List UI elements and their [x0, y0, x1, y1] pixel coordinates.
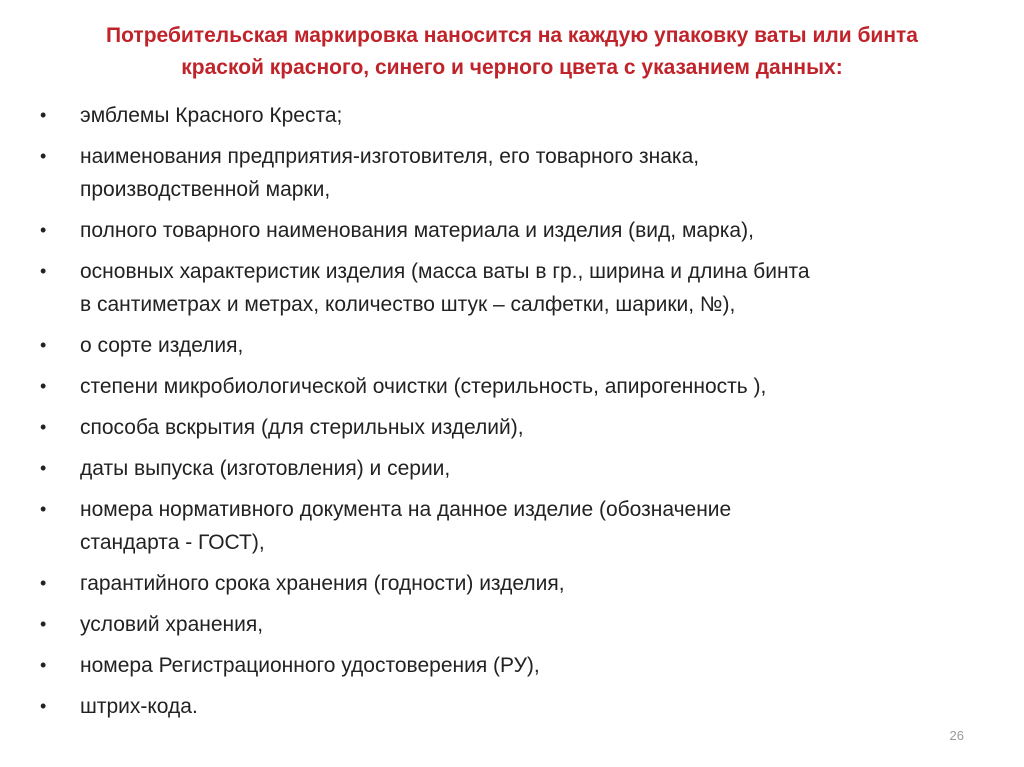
bullet-icon: •	[40, 146, 47, 166]
list-item	[36, 255, 996, 321]
list-item-text-continued: стандарта - ГОСТ),	[80, 531, 265, 554]
list-item-text: о сорте изделия,	[80, 334, 244, 357]
list-item	[36, 452, 996, 485]
list-item-text: эмблемы Красного Креста;	[80, 104, 343, 127]
list-item	[36, 140, 996, 206]
list-item-text: номера Регистрационного удостоверения (РУ),	[80, 654, 540, 677]
list-item-text: степени микробиологической очистки (стерильность, апирогенность ),	[80, 375, 767, 398]
list-item	[36, 411, 996, 444]
slide-title	[20, 20, 1004, 84]
list-item-text-continued: производственной марки,	[80, 178, 331, 201]
list-item	[36, 329, 996, 362]
list-item-text: способа вскрытия (для стерильных изделий),	[80, 416, 524, 439]
bullet-icon: •	[40, 696, 47, 716]
slide-title-line-1: Потребительская маркировка наносится на каждую упаковку ваты или бинта	[106, 24, 918, 47]
list-item	[36, 370, 996, 403]
bullet-icon: •	[40, 105, 47, 125]
bullet-icon: •	[40, 573, 47, 593]
bullet-icon: •	[40, 499, 47, 519]
list-item	[36, 690, 996, 723]
list-item-text: гарантийного срока хранения (годности) изделия,	[80, 572, 565, 595]
list-item	[36, 493, 996, 559]
list-item-text: номера нормативного документа на данное изделие (обозначение	[80, 498, 732, 521]
bullet-icon: •	[40, 376, 47, 396]
list-item-text: условий хранения,	[80, 613, 264, 636]
list-item	[36, 99, 996, 132]
list-item-text-continued: в сантиметрах и метрах, количество штук – салфетки, шарики, №),	[80, 293, 736, 316]
bullet-icon: •	[40, 458, 47, 478]
list-item-text: даты выпуска (изготовления) и серии,	[80, 457, 451, 480]
list-item-text: основных характеристик изделия (масса ваты в гр., ширина и длина бинта	[80, 260, 810, 283]
list-item	[36, 214, 996, 247]
bullet-list	[36, 99, 996, 731]
slide-title-line-2: краской красного, синего и черного цвета с указанием данных:	[181, 56, 843, 79]
list-item	[36, 649, 996, 682]
list-item	[36, 567, 996, 600]
bullet-icon: •	[40, 335, 47, 355]
bullet-icon: •	[40, 261, 47, 281]
bullet-icon: •	[40, 614, 47, 634]
bullet-icon: •	[40, 417, 47, 437]
list-item-text: штрих-кода.	[80, 695, 198, 718]
bullet-icon: •	[40, 220, 47, 240]
list-item-text: наименования предприятия-изготовителя, его товарного знака,	[80, 145, 700, 168]
list-item	[36, 608, 996, 641]
bullet-icon: •	[40, 655, 47, 675]
list-item-text: полного товарного наименования материала и изделия (вид, марка),	[80, 219, 754, 242]
page-number: 26	[949, 728, 964, 743]
